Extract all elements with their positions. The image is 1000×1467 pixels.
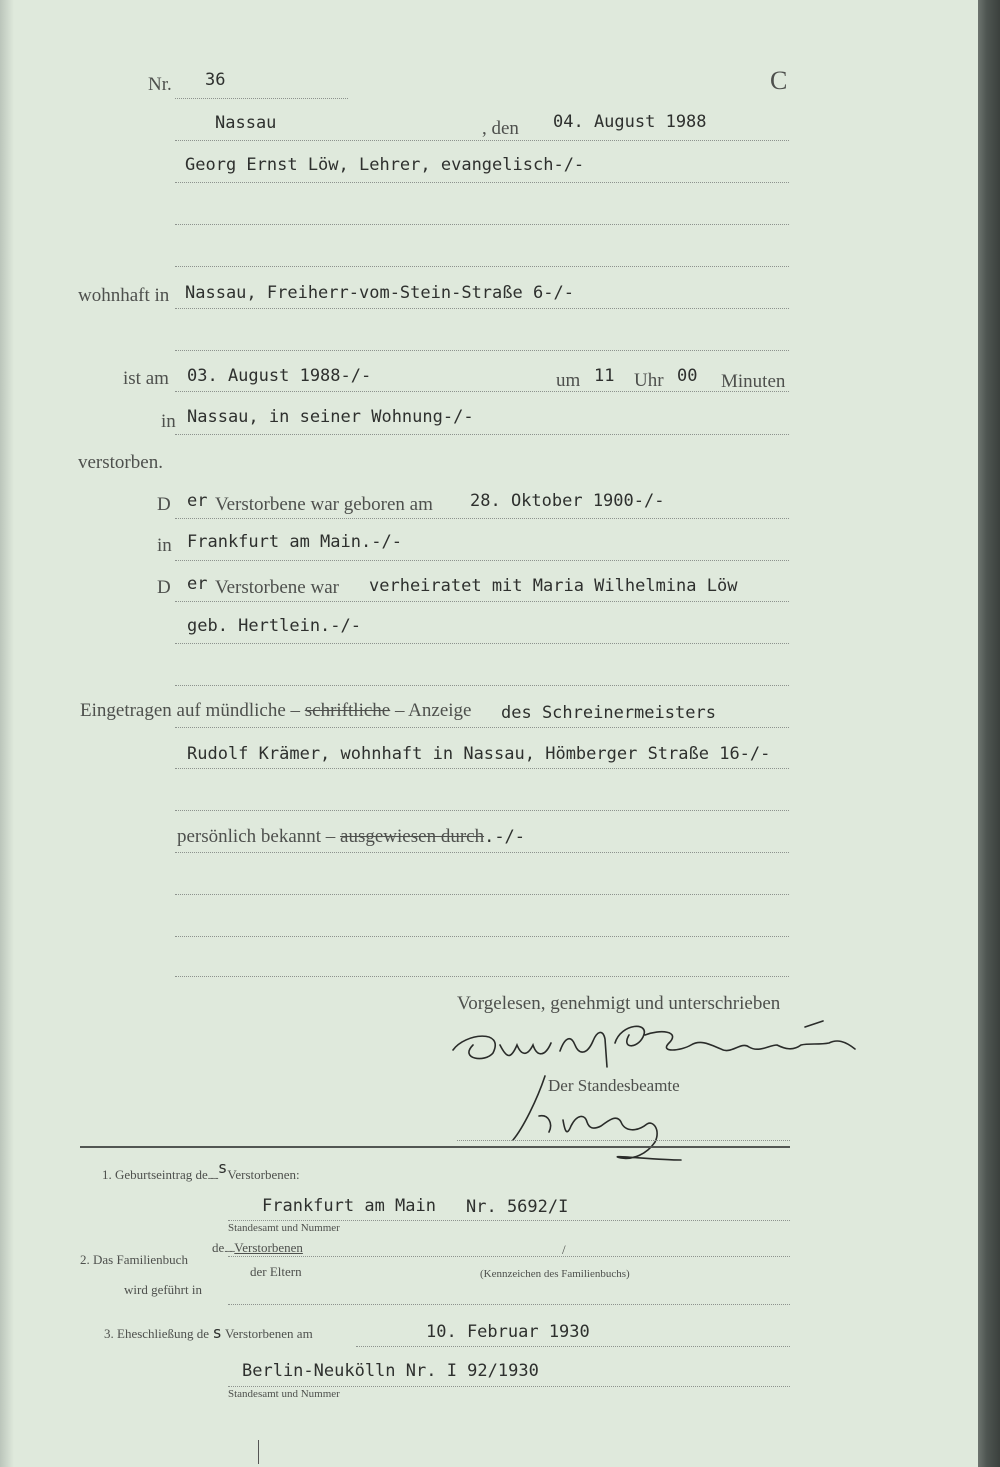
- marital-text-label: Verstorbene war: [215, 577, 339, 598]
- read-approved-label: Vorgelesen, genehmigt und unterschrieben: [457, 993, 781, 1014]
- marital-er-value: er: [187, 574, 208, 594]
- family-book-slash: /: [562, 1242, 566, 1257]
- birth-place-line: [175, 560, 789, 561]
- page-shadow: [0, 0, 14, 1467]
- death-place-line: [175, 434, 789, 435]
- family-book-top: [212, 1240, 303, 1256]
- registrar-signature-line: [457, 1140, 790, 1141]
- um-label: um: [556, 370, 581, 391]
- family-book-kept-line: [228, 1304, 790, 1305]
- death-minutes: 00: [677, 366, 698, 386]
- birth-entry-dots: ........: [207, 1171, 218, 1181]
- death-hour: 11: [594, 366, 615, 386]
- place-value: Nassau: [215, 113, 277, 133]
- person-line-2-rule: [175, 224, 789, 225]
- birth-place-label: in: [157, 535, 172, 556]
- marriage-date-line: [356, 1346, 790, 1347]
- marital-line-1: [175, 601, 789, 602]
- marriage-caption: Standesamt und Nummer: [228, 1388, 340, 1400]
- birth-entry-office: Frankfurt am Main: [262, 1196, 436, 1216]
- birth-d-label: D: [157, 494, 171, 515]
- person-line-1: Georg Ernst Löw, Lehrer, evangelisch-/-: [185, 155, 585, 175]
- registration-label: [80, 700, 472, 722]
- uhr-label: Uhr: [634, 370, 664, 391]
- registration-label-struck: schriftliche: [304, 700, 391, 721]
- birth-entry-label: [102, 1158, 300, 1183]
- marriage-label: [104, 1323, 313, 1342]
- identity-line-3: [175, 936, 789, 937]
- section-divider: [80, 1146, 790, 1148]
- family-book-dots: ........: [224, 1244, 235, 1254]
- death-date-label: ist am: [123, 368, 169, 389]
- birth-entry-line: [228, 1220, 790, 1221]
- date-value: 04. August 1988: [553, 112, 707, 132]
- marriage-label-s: s: [212, 1323, 222, 1342]
- birth-text-label: Verstorbene war geboren am: [215, 494, 433, 515]
- identity-known: [177, 826, 525, 848]
- known-struck: ausgewiesen durch: [340, 826, 485, 847]
- family-book-parents: der Eltern: [250, 1264, 302, 1279]
- marriage-label-text: 3. Eheschließung de: [104, 1326, 210, 1341]
- birth-place-value: Frankfurt am Main.-/-: [187, 532, 402, 552]
- registration-label-part2: – Anzeige: [394, 700, 472, 721]
- margin-mark: [258, 1440, 259, 1464]
- family-book-deceased: Verstorbenen: [234, 1240, 303, 1255]
- marital-value-2: geb. Hertlein.-/-: [187, 616, 361, 636]
- residence-line: [175, 308, 789, 309]
- registration-line-3: [175, 810, 789, 811]
- den-label: , den: [482, 118, 519, 139]
- nr-value: 36: [205, 70, 226, 90]
- place-date-line: [175, 140, 789, 141]
- registrar-label: Der Standesbeamte: [548, 1076, 680, 1095]
- birth-entry-caption: Standesamt und Nummer: [228, 1222, 340, 1234]
- known-tail: .-/-: [484, 827, 526, 847]
- person-line-3-rule: [175, 266, 789, 267]
- marriage-label-tail: Verstorbenen am: [224, 1326, 313, 1341]
- marital-line-3: [175, 685, 789, 686]
- register-letter: C: [770, 66, 788, 95]
- birth-er-value: er: [187, 491, 208, 511]
- birth-entry-suffix: s: [217, 1158, 228, 1177]
- identity-line-4: [175, 976, 789, 977]
- birth-entry-tail: Verstorbenen:: [227, 1167, 300, 1182]
- identity-line-1: [175, 852, 789, 853]
- book-edge: [978, 0, 1000, 1467]
- registration-line-2: [175, 768, 789, 769]
- marriage-place: Berlin-Neukölln Nr. I 92/1930: [242, 1361, 539, 1381]
- birth-entry-number: Nr. 5692/I: [466, 1197, 569, 1217]
- death-place-label: in: [161, 411, 176, 432]
- residence-value: Nassau, Freiherr-vom-Stein-Straße 6-/-: [185, 283, 574, 303]
- birth-entry-text: 1. Geburtseintrag de: [102, 1167, 208, 1182]
- identity-line-2: [175, 894, 789, 895]
- death-place-value: Nassau, in seiner Wohnung-/-: [187, 407, 474, 427]
- residence-line-2: [175, 350, 789, 351]
- birth-date-line: [175, 518, 789, 519]
- registration-value-1: des Schreinermeisters: [501, 703, 716, 723]
- signature-registrar-icon: [505, 1070, 685, 1165]
- family-book-kept-label: wird geführt in: [124, 1282, 202, 1297]
- nr-label: Nr.: [148, 74, 172, 95]
- marital-d-label: D: [157, 577, 171, 598]
- family-book-line: [228, 1256, 790, 1257]
- nr-line: [175, 98, 348, 99]
- family-book-de: de: [212, 1240, 225, 1255]
- birth-date-value: 28. Oktober 1900-/-: [470, 491, 665, 511]
- known-part1: persönlich bekannt –: [177, 826, 336, 847]
- family-book-caption: (Kennzeichen des Familienbuchs): [480, 1268, 630, 1280]
- verstorben-label: verstorben.: [78, 452, 163, 473]
- registration-line-1: [175, 727, 789, 728]
- marital-value-1: verheiratet mit Maria Wilhelmina Löw: [369, 576, 738, 596]
- marriage-date: 10. Februar 1930: [426, 1322, 590, 1342]
- registration-value-2: Rudolf Krämer, wohnhaft in Nassau, Hömberger Straße 16-/-: [187, 744, 771, 764]
- person-line-1-rule: [175, 182, 789, 183]
- death-date-line: [175, 391, 789, 392]
- marital-line-2: [175, 643, 789, 644]
- signature-informant-icon: [445, 1015, 865, 1070]
- marriage-place-line: [228, 1386, 790, 1387]
- minuten-label: Minuten: [721, 371, 786, 392]
- registration-label-part1: Eingetragen auf mündliche –: [80, 700, 301, 721]
- family-book-label: 2. Das Familienbuch: [80, 1252, 188, 1267]
- residence-label: wohnhaft in: [78, 285, 170, 306]
- death-date-value: 03. August 1988-/-: [187, 366, 372, 386]
